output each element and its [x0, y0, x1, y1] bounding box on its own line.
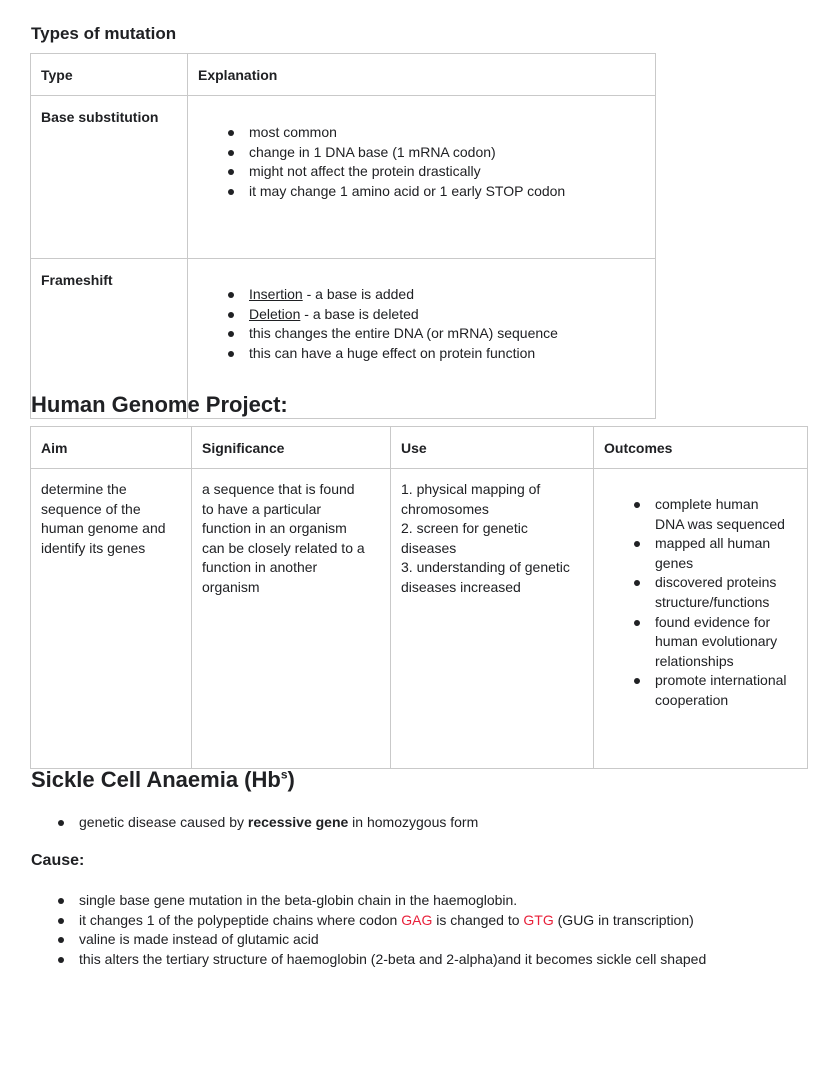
significance-line: a sequence that is found — [202, 481, 355, 497]
aim-cell — [31, 469, 192, 769]
col-type-header: Type — [31, 54, 188, 96]
list-item: promote international cooperation — [630, 671, 797, 710]
use-line: 1. physical mapping of — [401, 481, 541, 497]
list-item: mapped all human genes — [630, 534, 797, 573]
significance-line: organism — [202, 578, 260, 595]
type-cell: Base substitution — [31, 96, 188, 259]
list-item: it may change 1 amino acid or 1 early STOP codon — [224, 182, 645, 202]
cause-list — [55, 891, 706, 969]
table-row — [31, 96, 656, 259]
codon-gtg: GTG — [523, 911, 554, 928]
list-item: this can have a huge effect on protein function — [224, 344, 645, 364]
table-header-row — [31, 54, 656, 96]
mutation-table — [30, 53, 656, 419]
table-row — [31, 469, 808, 769]
list-item: valine is made instead of glutamic acid — [55, 930, 706, 950]
use-line: 2. screen for genetic — [401, 520, 528, 537]
sickle-heading: Sickle Cell Anaemia (Hb$^s$) — [31, 767, 295, 792]
aim-line: identify its genes — [41, 539, 146, 556]
codon-gag: GAG — [401, 911, 433, 928]
list-item: it changes 1 of the polypeptide chains where codon GAG is changed to GTG (GUG in transcription) — [55, 911, 706, 931]
bullet-list — [630, 495, 797, 711]
list-item: this alters the tertiary structure of haemoglobin (2-beta and 2-alpha)and it becomes sickle cell shaped — [55, 950, 706, 970]
significance-line: function in another — [202, 559, 318, 576]
col-aim-header: Aim — [31, 427, 192, 469]
significance-cell — [192, 469, 391, 769]
deletion-term: Deletion — [249, 305, 301, 322]
hgp-heading: Human Genome Project: — [31, 392, 288, 417]
aim-line: sequence of the — [41, 500, 141, 517]
list-item: discovered proteins structure/functions — [630, 573, 797, 612]
explanation-cell — [188, 96, 656, 259]
list-item: complete human DNA was sequenced — [630, 495, 797, 534]
list-item — [224, 285, 645, 305]
hgp-table — [30, 426, 808, 769]
use-line: 3. understanding of genetic — [401, 559, 570, 576]
use-cell — [391, 469, 594, 769]
list-item: might not affect the protein drastically — [224, 162, 645, 182]
bullet-list — [224, 285, 645, 363]
insertion-text: - a base is added — [302, 286, 414, 302]
deletion-text: - a base is deleted — [300, 305, 419, 322]
significance-line: can be closely related to a — [202, 539, 365, 556]
list-item: this changes the entire DNA (or mRNA) sequence — [224, 324, 645, 344]
table-header-row — [31, 427, 808, 469]
mutation-heading: Types of mutation — [31, 24, 177, 43]
list-item: found evidence for human evolutionary relationships — [630, 613, 797, 672]
col-use-header: Use — [391, 427, 594, 469]
outcomes-cell — [594, 469, 808, 769]
col-outcomes-header: Outcomes — [594, 427, 808, 469]
use-line: diseases increased — [401, 578, 521, 595]
cause-heading: Cause: — [31, 852, 85, 869]
type-cell: Frameshift — [31, 259, 188, 419]
list-item: genetic disease caused by recessive gene in homozygous form — [55, 813, 478, 833]
use-line: diseases — [401, 539, 457, 556]
list-item — [224, 305, 645, 325]
insertion-term: Insertion — [249, 286, 303, 302]
bullet-list — [224, 123, 645, 201]
list-item: single base gene mutation in the beta-globin chain in the haemoglobin. — [55, 891, 706, 911]
significance-line: to have a particular — [202, 500, 322, 517]
use-line: chromosomes — [401, 500, 489, 517]
aim-line: determine the — [41, 481, 127, 497]
list-item: change in 1 DNA base (1 mRNA codon) — [224, 143, 645, 163]
list-item: most common — [224, 123, 645, 143]
col-explanation-header: Explanation — [188, 54, 656, 96]
sickle-intro-list — [55, 813, 478, 833]
col-significance-header: Significance — [192, 427, 391, 469]
significance-line: function in an organism — [202, 520, 347, 537]
aim-line: human genome and — [41, 520, 166, 537]
